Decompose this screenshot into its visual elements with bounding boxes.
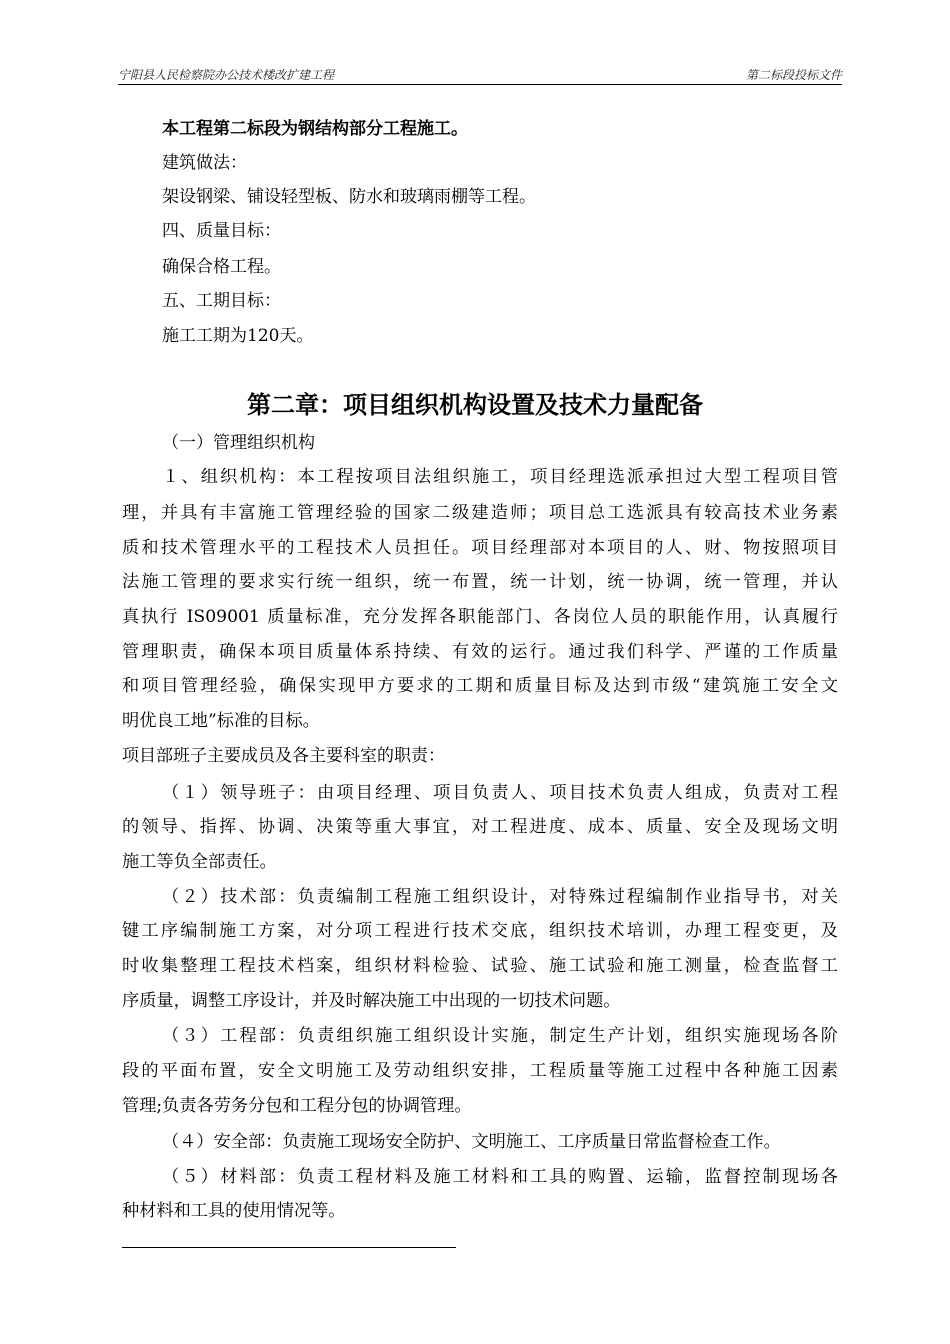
page-header <box>118 66 842 85</box>
method-title: 建筑做法： <box>162 153 247 173</box>
quality-text: 确保合格工程。 <box>162 257 281 277</box>
leadership-line: 的领导、指挥、协调、决策等重大事宜，对工程进度、成本、质量、安全及现场文明 <box>122 817 838 837</box>
eng-dept-line: 段的平面布置，安全文明施工及劳动组织安排，工程质量等施工过程中各种施工因素 <box>122 1061 838 1081</box>
leadership-line: 施工等负全部责任。 <box>122 852 277 872</box>
tech-dept-line: 序质量，调整工序设计，并及时解决施工中出现的一切技术问题。 <box>122 991 621 1011</box>
org-paragraph-line: 管理职责，确保本项目质量体系持续、有效的运行。通过我们科学、严谨的工作质量 <box>122 642 838 662</box>
scope-statement: 本工程第二标段为钢结构部分工程施工。 <box>162 119 468 139</box>
org-paragraph-line: 真执行 IS09001 质量标准，充分发挥各职能部门、各岗位人员的职能作用，认真履行 <box>122 607 838 627</box>
footnote-separator <box>122 1247 456 1248</box>
tech-dept-line: 键工序编制施工方案，对分项工程进行技术交底，组织技术培训，办理工程变更，及 <box>122 921 838 941</box>
eng-dept-line: （３）工程部：负责组织施工组织设计实施，制定生产计划，组织实施现场各阶 <box>162 1026 838 1046</box>
org-paragraph-line: 法施工管理的要求实行统一组织，统一布置，统一计划，统一协调，统一管理，并认 <box>122 572 838 592</box>
material-dept-line: 种材料和工具的使用情况等。 <box>122 1201 346 1221</box>
leadership-line: （１）领导班子：由项目经理、项目负责人、项目技术负责人组成，负责对工程 <box>162 783 838 803</box>
org-paragraph-line: １、组织机构：本工程按项目法组织施工，项目经理选派承担过大型工程项目管 <box>162 467 838 487</box>
org-paragraph-line: 质和技术管理水平的工程技术人员担任。项目经理部对本项目的人、财、物按照项目 <box>122 538 838 558</box>
org-paragraph-line: 和项目管理经验，确保实现甲方要求的工期和质量目标及达到市级“建筑施工安全文 <box>122 676 838 696</box>
quality-title: 四、质量目标： <box>162 221 281 241</box>
header-document-name: 第二标段投标文件 <box>745 68 842 82</box>
members-title: 项目部班子主要成员及各主要科室的职责： <box>122 746 445 766</box>
org-paragraph-line: 理，并具有丰富施工管理经验的国家二级建造师；项目总工选派具有较高技术业务素 <box>122 503 838 523</box>
material-dept-line: （５）材料部：负责工程材料及施工材料和工具的购置、运输，监督控制现场各 <box>162 1167 838 1187</box>
header-project-name: 宁阳县人民检察院办公技术楼改扩建工程 <box>118 68 335 82</box>
eng-dept-line: 管理;负责各劳务分包和工程分包的协调管理。 <box>122 1096 472 1116</box>
schedule-text: 施工工期为120天。 <box>162 326 314 346</box>
tech-dept-line: 时收集整理工程技术档案，组织材料检验、试验、施工试验和施工测量，检查监督工 <box>122 956 838 976</box>
tech-dept-line: （２）技术部：负责编制工程施工组织设计，对特殊过程编制作业指导书，对关 <box>162 887 838 907</box>
section-title-org: （一）管理组织机构 <box>162 433 315 453</box>
method-text: 架设钢梁、铺设轻型板、防水和玻璃雨棚等工程。 <box>162 187 536 207</box>
org-paragraph-line: 明优良工地”标准的目标。 <box>122 711 320 731</box>
schedule-title: 五、工期目标： <box>162 291 281 311</box>
chapter-title: 第二章：项目组织机构设置及技术力量配备 <box>247 391 703 419</box>
safety-dept-line: （４）安全部：负责施工现场安全防护、文明施工、工序质量日常监督检查工作。 <box>162 1132 781 1152</box>
